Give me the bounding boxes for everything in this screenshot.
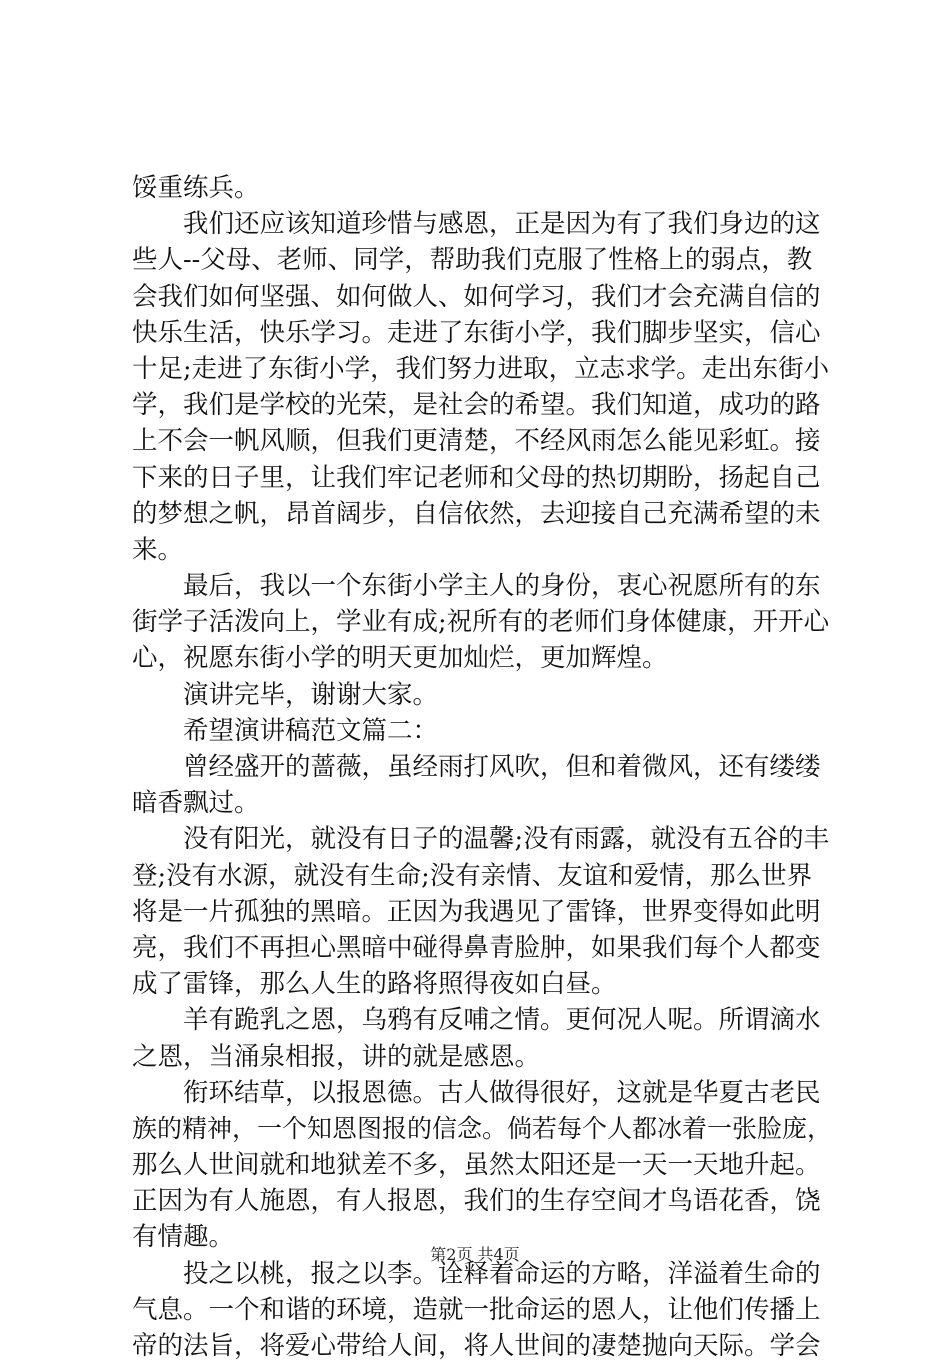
text-line: 那么人世间就和地狱差不多，虽然太阳还是一天一天地升起。 bbox=[132, 1150, 821, 1181]
text-line: 街学子活泼向上，学业有成;祝所有的老师们身体健康，开开心 bbox=[132, 607, 830, 638]
text-line: 将是一片孤独的黑暗。正因为我遇见了雷锋，世界变得如此明 bbox=[132, 896, 821, 927]
text-line: 帝的法旨，将爱心带给人间，将人世间的凄楚抛向天际。学会 bbox=[132, 1331, 821, 1361]
text-line: 我们还应该知道珍惜与感恩，正是因为有了我们身边的这 bbox=[132, 209, 821, 240]
text-line: 心，祝愿东街小学的明天更加灿烂，更加辉煌。 bbox=[132, 643, 668, 674]
text-line: 最后，我以一个东街小学主人的身份，衷心祝愿所有的东 bbox=[132, 571, 821, 602]
text-line: 亮，我们不再担心黑暗中碰得鼻青脸肿，如果我们每个人都变 bbox=[132, 932, 821, 963]
text-line: 有情趣。 bbox=[132, 1222, 235, 1253]
text-line: 演讲完毕，谢谢大家。 bbox=[132, 679, 439, 710]
page-footer: 第2页 共4页 bbox=[430, 1245, 520, 1264]
text-line: 气息。一个和谐的环境，造就一批命运的恩人，让他们传播上 bbox=[132, 1294, 821, 1325]
text-line: 馁重练兵。 bbox=[132, 173, 260, 203]
text-line: 上不会一帆风顺，但我们更清楚，不经风雨怎么能见彩虹。接 bbox=[132, 426, 821, 457]
text-line: 十足;走进了东街小学，我们努力进取，立志求学。走出东街小 bbox=[132, 353, 830, 384]
text-line: 快乐生活，快乐学习。走进了东街小学，我们脚步坚实，信心 bbox=[132, 317, 821, 348]
text-line: 些人--父母、老师、同学，帮助我们克服了性格上的弱点，教 bbox=[132, 245, 813, 276]
text-line: 曾经盛开的蔷薇，虽经雨打风吹，但和着微风，还有缕缕 bbox=[132, 752, 821, 782]
text-line: 正因为有人施恩，有人报恩，我们的生存空间才鸟语花香，饶 bbox=[132, 1186, 821, 1217]
text-line: 成了雷锋，那么人生的路将照得夜如白昼。 bbox=[132, 969, 617, 1000]
text-line: 学，我们是学校的光荣，是社会的希望。我们知道，成功的路 bbox=[132, 390, 821, 421]
document-body bbox=[132, 170, 832, 1364]
text-line: 会我们如何坚强、如何做人、如何学习，我们才会充满自信的 bbox=[132, 281, 821, 312]
text-line: 羊有跪乳之恩，乌鸦有反哺之情。更何况人呢。所谓滴水 bbox=[132, 1005, 821, 1036]
text-line: 没有阳光，就没有日子的温馨;没有雨露，就没有五谷的丰 bbox=[132, 824, 830, 855]
text-line: 衔环结草，以报恩德。古人做得很好，这就是华夏古老民 bbox=[132, 1077, 821, 1108]
text-line: 的梦想之帆，昂首阔步，自信依然，去迎接自己充满希望的未 bbox=[132, 498, 821, 529]
text-line: 族的精神，一个知恩图报的信念。倘若每个人都冰着一张脸庞， bbox=[132, 1113, 833, 1143]
text-line: 暗香飘过。 bbox=[132, 788, 260, 819]
text-line: 希望演讲稿范文篇二： bbox=[132, 715, 439, 746]
text-line: 登;没有水源，就没有生命;没有亲情、友谊和爱情，那么世界 bbox=[132, 860, 813, 891]
text-line: 之恩，当涌泉相报，讲的就是感恩。 bbox=[132, 1041, 541, 1072]
text-line: 来。 bbox=[132, 534, 184, 565]
text-line: 投之以桃，报之以李。诠释着命运的方略，洋溢着生命的 bbox=[132, 1258, 821, 1289]
text-line: 下来的日子里，让我们牢记老师和父母的热切期盼，扬起自己 bbox=[132, 462, 821, 493]
